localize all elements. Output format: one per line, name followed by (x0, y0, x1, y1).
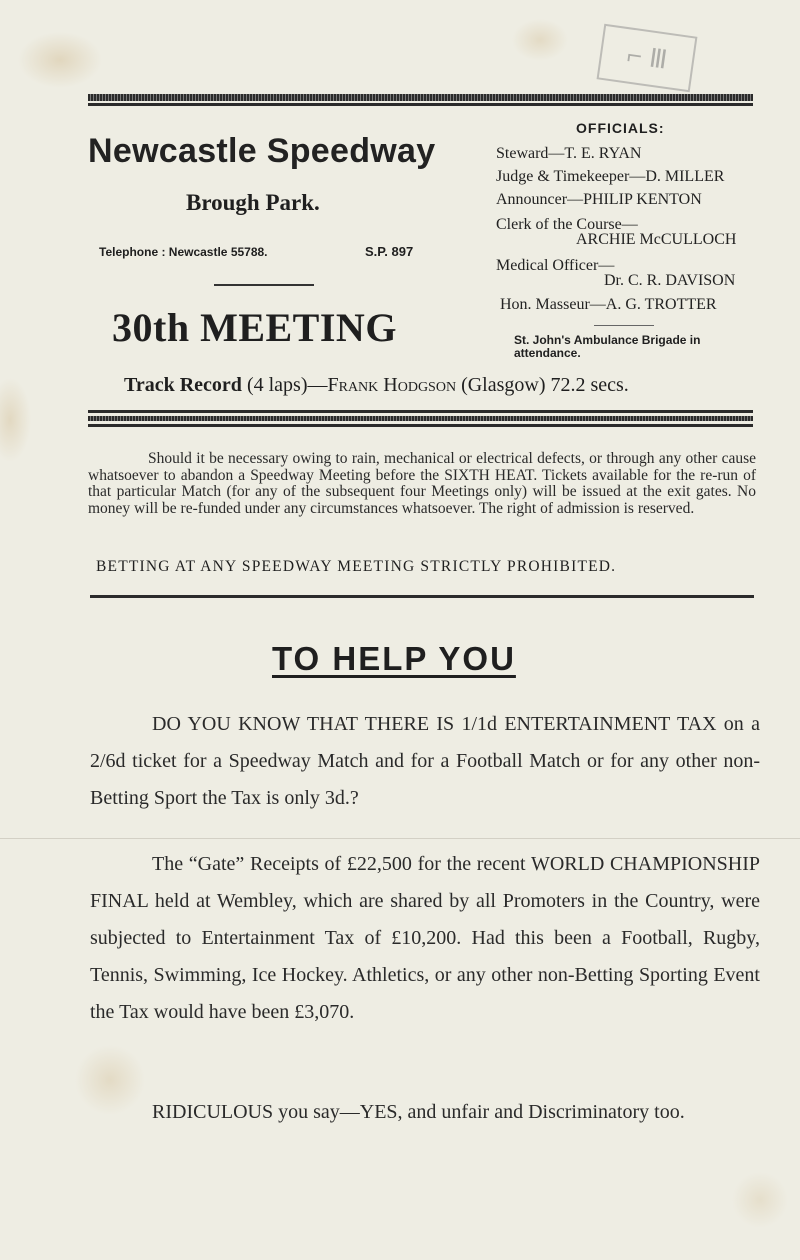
help-heading: TO HELP YOU (272, 640, 516, 677)
track-record-label: Track Record (124, 374, 242, 396)
tax-paragraph-1-text: DO YOU KNOW THAT THERE IS 1/1d ENTERTAINMENT TAX on a 2/6d ticket for a Speedway Match and for a Football Match or for any other non-Betting Sport the Tax is only 3d.? (90, 713, 760, 809)
meeting-number: 30th MEETING (112, 305, 397, 350)
title-divider (214, 284, 314, 286)
track-record-rider: Frank Hodgson (327, 374, 457, 396)
tax-paragraph-2-text: The “Gate” Receipts of £22,500 for the recent WORLD CHAMPIONSHIP FINAL held at Wembley, which are shared by all Promoters in the Country, were subjected to Entertainment Tax of £10,200. Had this been a Football, Rugby, Tennis, Swimming, Ice Hockey. Athletics, or any other non-Betting Sporting Event the Tax would have been £3,070. (90, 853, 760, 1023)
official-clerk-name: ARCHIE McCULLOCH (576, 231, 737, 248)
mid-rule-lower (88, 424, 753, 427)
telephone-line: Telephone : Newcastle 55788. (99, 245, 268, 259)
track-record-time: (Glasgow) 72.2 secs. (461, 374, 629, 396)
mid-rule-upper (88, 410, 753, 413)
mid-hatched-rule (88, 416, 753, 421)
faded-stamp: ⌐ Ⅲ (597, 24, 698, 93)
top-hatched-rule (88, 94, 753, 101)
track-record-detail: (4 laps)— (246, 374, 328, 396)
official-judge: Judge & Timekeeper—D. MILLER (496, 168, 725, 185)
official-clerk-role: Clerk of the Course— (496, 216, 638, 233)
tax-paragraph-3 (90, 1094, 760, 1131)
officials-heading: OFFICIALS: (576, 120, 665, 136)
betting-prohibited: BETTING AT ANY SPEEDWAY MEETING STRICTLY PROHIBITED. (96, 558, 617, 575)
ambulance-note: St. John's Ambulance Brigade in attendance. (514, 333, 701, 360)
sp-number: S.P. 897 (365, 244, 414, 259)
official-medical-role: Medical Officer— (496, 257, 615, 274)
notice-text: Should it be necessary owing to rain, mechanical or electrical defects, or through any other cause whatsoever to abandon a Speedway Meeting before the SIXTH HEAT. Tickets available for the re-run of that particular Match (for any of the subsequent four Meetings only) will be issued at the exit gates. No money will be re-funded under any circumstances whatsoever. The right of admission is reserved. (88, 450, 756, 517)
abandonment-notice (88, 451, 756, 517)
tax-paragraph-1 (90, 706, 760, 817)
official-medical-name: Dr. C. R. DAVISON (604, 272, 736, 289)
top-rule (88, 103, 753, 106)
tax-paragraph-3-text: RIDICULOUS you say—YES, and unfair and Discriminatory too. (152, 1101, 685, 1123)
section-divider (90, 595, 754, 598)
ambulance-divider (594, 325, 654, 326)
official-announcer: Announcer—PHILIP KENTON (496, 191, 702, 208)
track-record (124, 374, 629, 397)
official-masseur: Hon. Masseur—A. G. TROTTER (500, 296, 717, 313)
stadium-title: Newcastle Speedway (88, 132, 436, 170)
paper-fold-line (0, 838, 800, 839)
official-steward: Steward—T. E. RYAN (496, 145, 642, 162)
tax-paragraph-2 (90, 846, 760, 1031)
venue-subtitle: Brough Park. (186, 190, 320, 215)
